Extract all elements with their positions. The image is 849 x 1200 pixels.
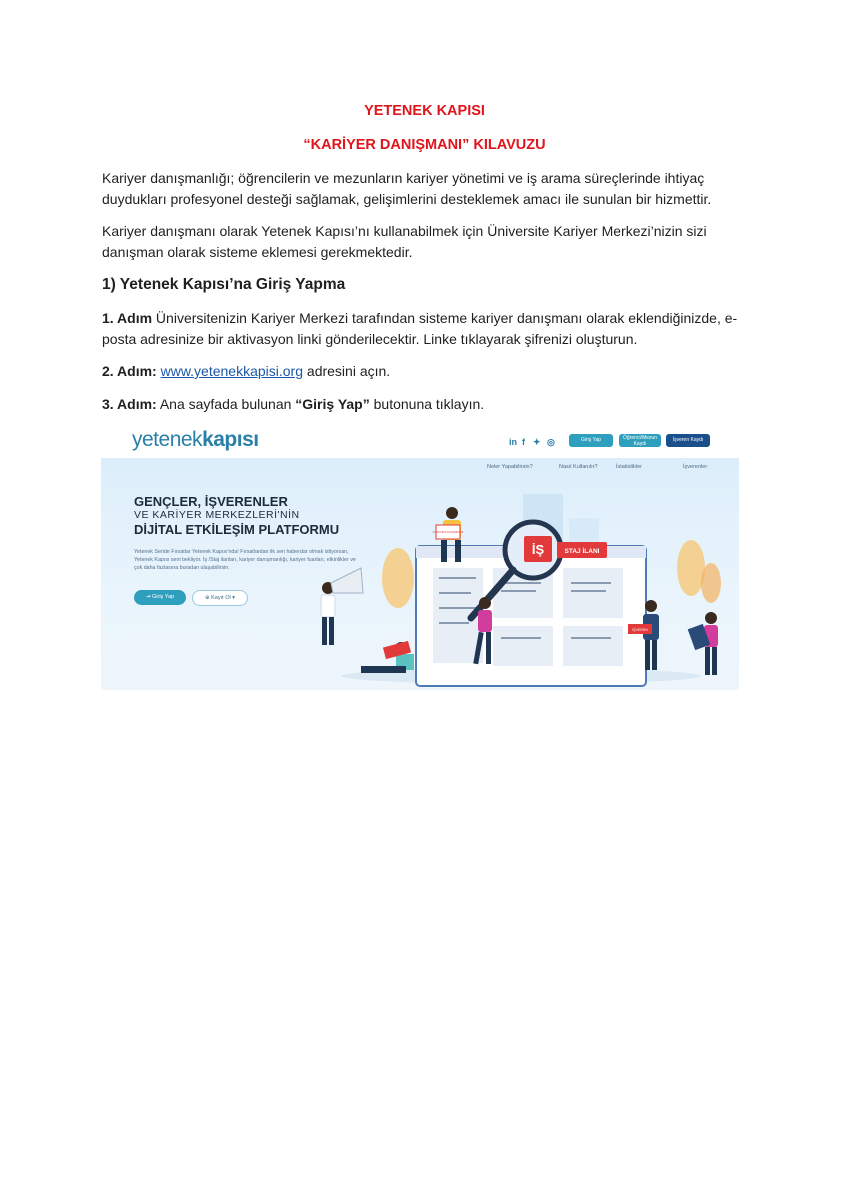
nav-item-employers[interactable]: İşverenler: [683, 464, 708, 470]
step-1: [102, 308, 752, 350]
facebook-icon[interactable]: f: [522, 437, 525, 447]
nav-item-how[interactable]: Nasıl Kullanılır?: [559, 464, 598, 470]
intro-paragraph: Kariyer danışmanlığı; öğrencilerin ve mezunların kariyer yönetimi ve iş arama süreçlerinde ihtiyaç duydukları profesyonel desteği sağlamak, gelişimlerini desteklemek amacı ile sunulan bir hizmettir.: [102, 170, 712, 207]
twitter-icon[interactable]: ✦: [533, 437, 541, 447]
step-3: [102, 394, 752, 415]
hero-description: Yetenek Seride Fırsatlar Yetenek Kapısı'nda! Fırsatlardan ilk sen haberdar olmak istiyorsan, Yetenek Kapısı seni bekliyor. İş /Staj ilanları, kariyer danışmanlığı, kariyer fuarları, etkinlikler ve çok daha fazlasına buradan ulaşabilirsin.: [134, 549, 356, 571]
sign-right-text: İŞVEREN: [632, 628, 648, 632]
requirement-paragraph: Kariyer danışmanı olarak Yetenek Kapısı’nı kullanabilmek için Üniversite Kariyer Merkezi’nizin sizi danışman olarak sisteme eklemesi gerekmektedir.: [102, 223, 707, 260]
step-2-label: 2. Adım:: [102, 363, 157, 379]
hero-register-button[interactable]: ⊕ Kayıt Ol ▾: [192, 590, 248, 606]
website-link[interactable]: www.yetenekkapisi.org: [160, 363, 304, 379]
step-1-label: 1. Adım: [102, 310, 153, 326]
nav-item-what[interactable]: Neler Yapabilirsin?: [487, 464, 533, 470]
document-title: YETENEK KAPISI: [364, 103, 485, 119]
website-screenshot: [101, 425, 739, 720]
section-heading: 1) Yetenek Kapısı’na Giriş Yapma: [102, 276, 346, 293]
step-3-text-b: butonuna tıklayın.: [369, 396, 485, 412]
employer-register-button[interactable]: İşveren Kaydı: [666, 434, 710, 447]
board-staj-label: STAJ İLANI: [564, 548, 600, 555]
hero-heading-line3: DİJİTAL ETKİLEŞİM PLATFORMU: [134, 522, 340, 537]
nav-item-stats[interactable]: İstatistikler: [616, 464, 642, 470]
step-2-text: adresini açın.: [303, 363, 391, 379]
header-login-button[interactable]: Giriş Yap: [569, 434, 613, 447]
site-header: [101, 425, 739, 458]
instagram-icon[interactable]: ◎: [547, 437, 555, 447]
step-3-label: 3. Adım:: [102, 396, 157, 412]
bottom-strip: [101, 690, 739, 720]
hero-section: [101, 458, 739, 690]
site-logo: yetenekkapısı: [132, 428, 259, 451]
hero-login-button[interactable]: ⇥ Giriş Yap: [134, 590, 186, 605]
hero-heading-line1: GENÇLER, İŞVERENLER: [134, 494, 288, 509]
board-is-label: İŞ: [531, 542, 545, 557]
hero-illustration: [301, 458, 739, 690]
hero-heading-line2: VE KARİYER MERKEZLERİ'NİN: [134, 509, 300, 521]
student-register-button[interactable]: Öğrenci/Mezun Kaydı: [619, 434, 661, 447]
step-3-text-a: Ana sayfada bulunan: [156, 396, 296, 412]
sign-left-text: KARİYER DANIŞMANI: [432, 530, 464, 534]
document-subtitle: “KARİYER DANIŞMANI” KILAVUZU: [303, 137, 546, 153]
linkedin-icon[interactable]: in: [509, 437, 517, 447]
step-2: [102, 361, 752, 382]
step-3-button-name: “Giriş Yap”: [295, 396, 370, 412]
step-1-text: Üniversitenizin Kariyer Merkezi tarafından sisteme kariyer danışmanı olarak eklendiğinizde, e-posta adresinize bir aktivasyon linki gönderilecektir. Linke tıklayarak şifrenizi oluşturun.: [102, 310, 738, 347]
